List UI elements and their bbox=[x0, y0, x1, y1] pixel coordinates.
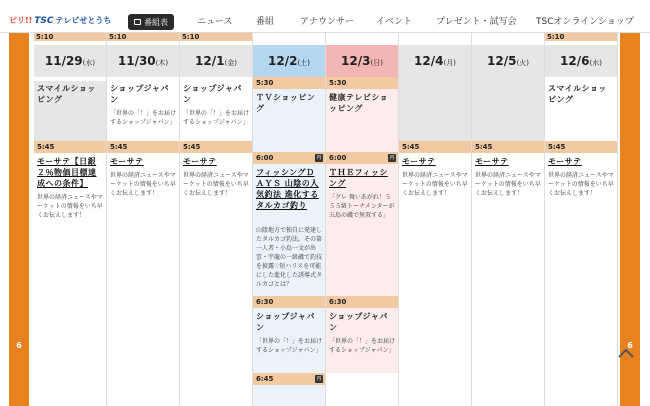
program-title[interactable]: フィッシングＤＡＹＳ 山陰の人気釣法 進化するタルカゴ釣り bbox=[256, 168, 319, 210]
program-description: 山陰地方で独自に発達したタルカゴ釣法。その第一人者・小島一文が出雲・宇龍の一級磯で釣技を披露♡短ハリスを可能にした進化した誘導式タルカゴとは？ bbox=[256, 227, 323, 288]
program-block[interactable] bbox=[326, 77, 398, 152]
chevron-up-icon[interactable] bbox=[617, 346, 635, 360]
date-header[interactable] bbox=[107, 45, 179, 77]
program-description: 世界の経済ニュースやマーケットの情報をいち早くお伝えします！ bbox=[402, 172, 468, 197]
program-description: 世界の経済ニュースやマーケットの情報をいち早くお伝えします！ bbox=[37, 194, 103, 219]
day-column bbox=[253, 33, 326, 406]
date-label: 12/3 bbox=[341, 54, 371, 68]
program-time: 5:30 bbox=[326, 77, 398, 89]
program-time: 5:10 bbox=[545, 33, 617, 41]
program-time: 5:45 bbox=[180, 141, 252, 153]
date-label: 12/2 bbox=[268, 54, 298, 68]
program-block[interactable] bbox=[180, 141, 252, 406]
date-header[interactable] bbox=[34, 45, 106, 77]
hour-rail-left bbox=[9, 33, 29, 406]
date-label: 12/1 bbox=[195, 54, 225, 68]
logo-pin-text: ピリ!! bbox=[9, 16, 33, 25]
program-time: 5:45 bbox=[472, 141, 544, 153]
nav-programs[interactable]: 番組 bbox=[256, 17, 275, 27]
program-time: 5:10 bbox=[34, 33, 106, 41]
program-time: 5:30 bbox=[253, 77, 325, 89]
program-time: 5:10 bbox=[180, 33, 252, 41]
rerun-badge: 再 bbox=[389, 155, 395, 161]
program-title[interactable]: モーサテ bbox=[402, 157, 436, 166]
program-description: 「グレ 舞いあがれ！５５５級トーナメンターが五島の磯で無双する」 bbox=[329, 194, 395, 219]
program-block[interactable] bbox=[326, 296, 398, 373]
program-block[interactable] bbox=[326, 152, 398, 297]
day-column bbox=[107, 33, 180, 406]
program-title[interactable]: モーサテ bbox=[183, 157, 217, 166]
program-block[interactable] bbox=[472, 141, 544, 406]
program-title: ショップジャパン bbox=[329, 312, 388, 332]
weekday-label: (水) bbox=[82, 59, 96, 67]
date-header[interactable] bbox=[253, 45, 325, 77]
weekday-label: (水) bbox=[589, 59, 602, 67]
day-column bbox=[180, 33, 253, 406]
program-title[interactable]: モーサテ bbox=[475, 157, 509, 166]
program-description: 「世界の「！」をお届けするショップジャパン」 bbox=[329, 338, 396, 354]
date-label: 12/6 bbox=[560, 54, 590, 68]
weekday-label: (月) bbox=[443, 59, 456, 67]
program-block[interactable] bbox=[545, 141, 617, 406]
program-description: 「世界の「！」をお届けするショップジャパン」 bbox=[256, 338, 323, 354]
date-header[interactable] bbox=[180, 45, 252, 77]
weekday-label: (金) bbox=[224, 59, 237, 67]
day-column bbox=[545, 33, 618, 406]
nav-presents[interactable]: プレゼント・試写会 bbox=[436, 17, 517, 27]
program-title[interactable]: モーサテ bbox=[548, 157, 582, 166]
program-title: 健康テレビショッピング bbox=[329, 93, 389, 113]
program-title[interactable]: ＴＨＥフィッシング bbox=[329, 168, 388, 188]
logo-brand: TSC bbox=[34, 15, 54, 26]
day-column bbox=[326, 33, 399, 406]
tv-icon bbox=[134, 19, 141, 25]
date-header[interactable] bbox=[472, 45, 544, 77]
program-time: 6:00 bbox=[326, 152, 398, 164]
rerun-badge: 再 bbox=[316, 376, 322, 382]
program-block[interactable] bbox=[107, 141, 179, 406]
day-column bbox=[399, 33, 472, 406]
program-title: スマイルショッピング bbox=[37, 84, 96, 104]
day-column bbox=[34, 33, 107, 406]
nav-news[interactable]: ニュース bbox=[197, 17, 233, 27]
program-time: 5:10 bbox=[107, 33, 179, 41]
day-column bbox=[472, 33, 545, 406]
logo-name: テレビせとうち bbox=[55, 16, 112, 25]
site-logo[interactable] bbox=[9, 15, 111, 26]
program-time: 5:45 bbox=[107, 141, 179, 153]
program-time: 6:30 bbox=[253, 296, 325, 308]
weekday-label: (土) bbox=[297, 59, 310, 67]
program-time: 6:45 bbox=[253, 373, 325, 385]
program-description: 世界の経済ニュースやマーケットの情報をいち早くお伝えします！ bbox=[475, 172, 541, 197]
program-block[interactable] bbox=[399, 141, 471, 406]
program-grid bbox=[34, 33, 618, 406]
nav-shop[interactable]: TSCオンラインショップ bbox=[536, 17, 634, 27]
program-block[interactable] bbox=[253, 152, 325, 297]
hour-label-right: 6 bbox=[627, 341, 633, 350]
nav-program-table-label: 番組表 bbox=[144, 17, 168, 27]
program-title: ショップジャパン bbox=[110, 84, 169, 104]
rerun-badge: 再 bbox=[316, 155, 322, 161]
program-time: 5:45 bbox=[34, 141, 106, 153]
program-time: 6:30 bbox=[326, 296, 398, 308]
empty-slot bbox=[472, 77, 544, 141]
program-time: 5:45 bbox=[399, 141, 471, 153]
program-block[interactable] bbox=[34, 141, 106, 406]
program-title: ＴＶショッピング bbox=[256, 93, 316, 113]
program-description: 世界の経済ニュースやマーケットの情報をいち早くお伝えします！ bbox=[548, 172, 614, 197]
date-label: 12/4 bbox=[414, 54, 444, 68]
program-description: 「世界の「！」をお届けするショップジャパン」 bbox=[110, 110, 177, 126]
program-title: ショップジャパン bbox=[256, 312, 315, 332]
program-title: スマイルショッピング bbox=[548, 84, 607, 104]
nav-announcers[interactable]: アナウンサー bbox=[300, 17, 355, 27]
date-label: 11/30 bbox=[117, 54, 156, 68]
program-time: 6:00 bbox=[253, 152, 325, 164]
program-title[interactable]: モーサテ【日銀２％物価目標達成への条件】 bbox=[37, 157, 97, 188]
program-block[interactable] bbox=[253, 77, 325, 152]
program-description: 「世界の「！」をお届けするショップジャパン」 bbox=[183, 110, 250, 126]
empty-slot bbox=[399, 77, 471, 141]
date-header[interactable] bbox=[545, 45, 617, 77]
hour-label-left: 6 bbox=[16, 341, 22, 350]
program-title[interactable]: モーサテ bbox=[110, 157, 144, 166]
program-title: ショップジャパン bbox=[183, 84, 242, 104]
date-header[interactable] bbox=[399, 45, 471, 77]
date-label: 11/29 bbox=[44, 54, 83, 68]
nav-program-table[interactable] bbox=[128, 14, 174, 30]
site-header bbox=[0, 0, 650, 33]
date-label: 12/5 bbox=[487, 54, 517, 68]
weekday-label: (火) bbox=[516, 59, 529, 67]
weekday-label: (木) bbox=[155, 59, 169, 67]
date-header[interactable] bbox=[326, 45, 398, 77]
nav-events[interactable]: イベント bbox=[376, 17, 413, 27]
program-block[interactable] bbox=[253, 373, 325, 406]
program-description: 世界の経済ニュースやマーケットの情報をいち早くお伝えします！ bbox=[183, 172, 249, 197]
program-description: 世界の経済ニュースやマーケットの情報をいち早くお伝えします！ bbox=[110, 172, 176, 197]
program-time: 5:45 bbox=[545, 141, 617, 153]
program-block[interactable] bbox=[253, 296, 325, 373]
weekday-label: (日) bbox=[370, 59, 383, 67]
